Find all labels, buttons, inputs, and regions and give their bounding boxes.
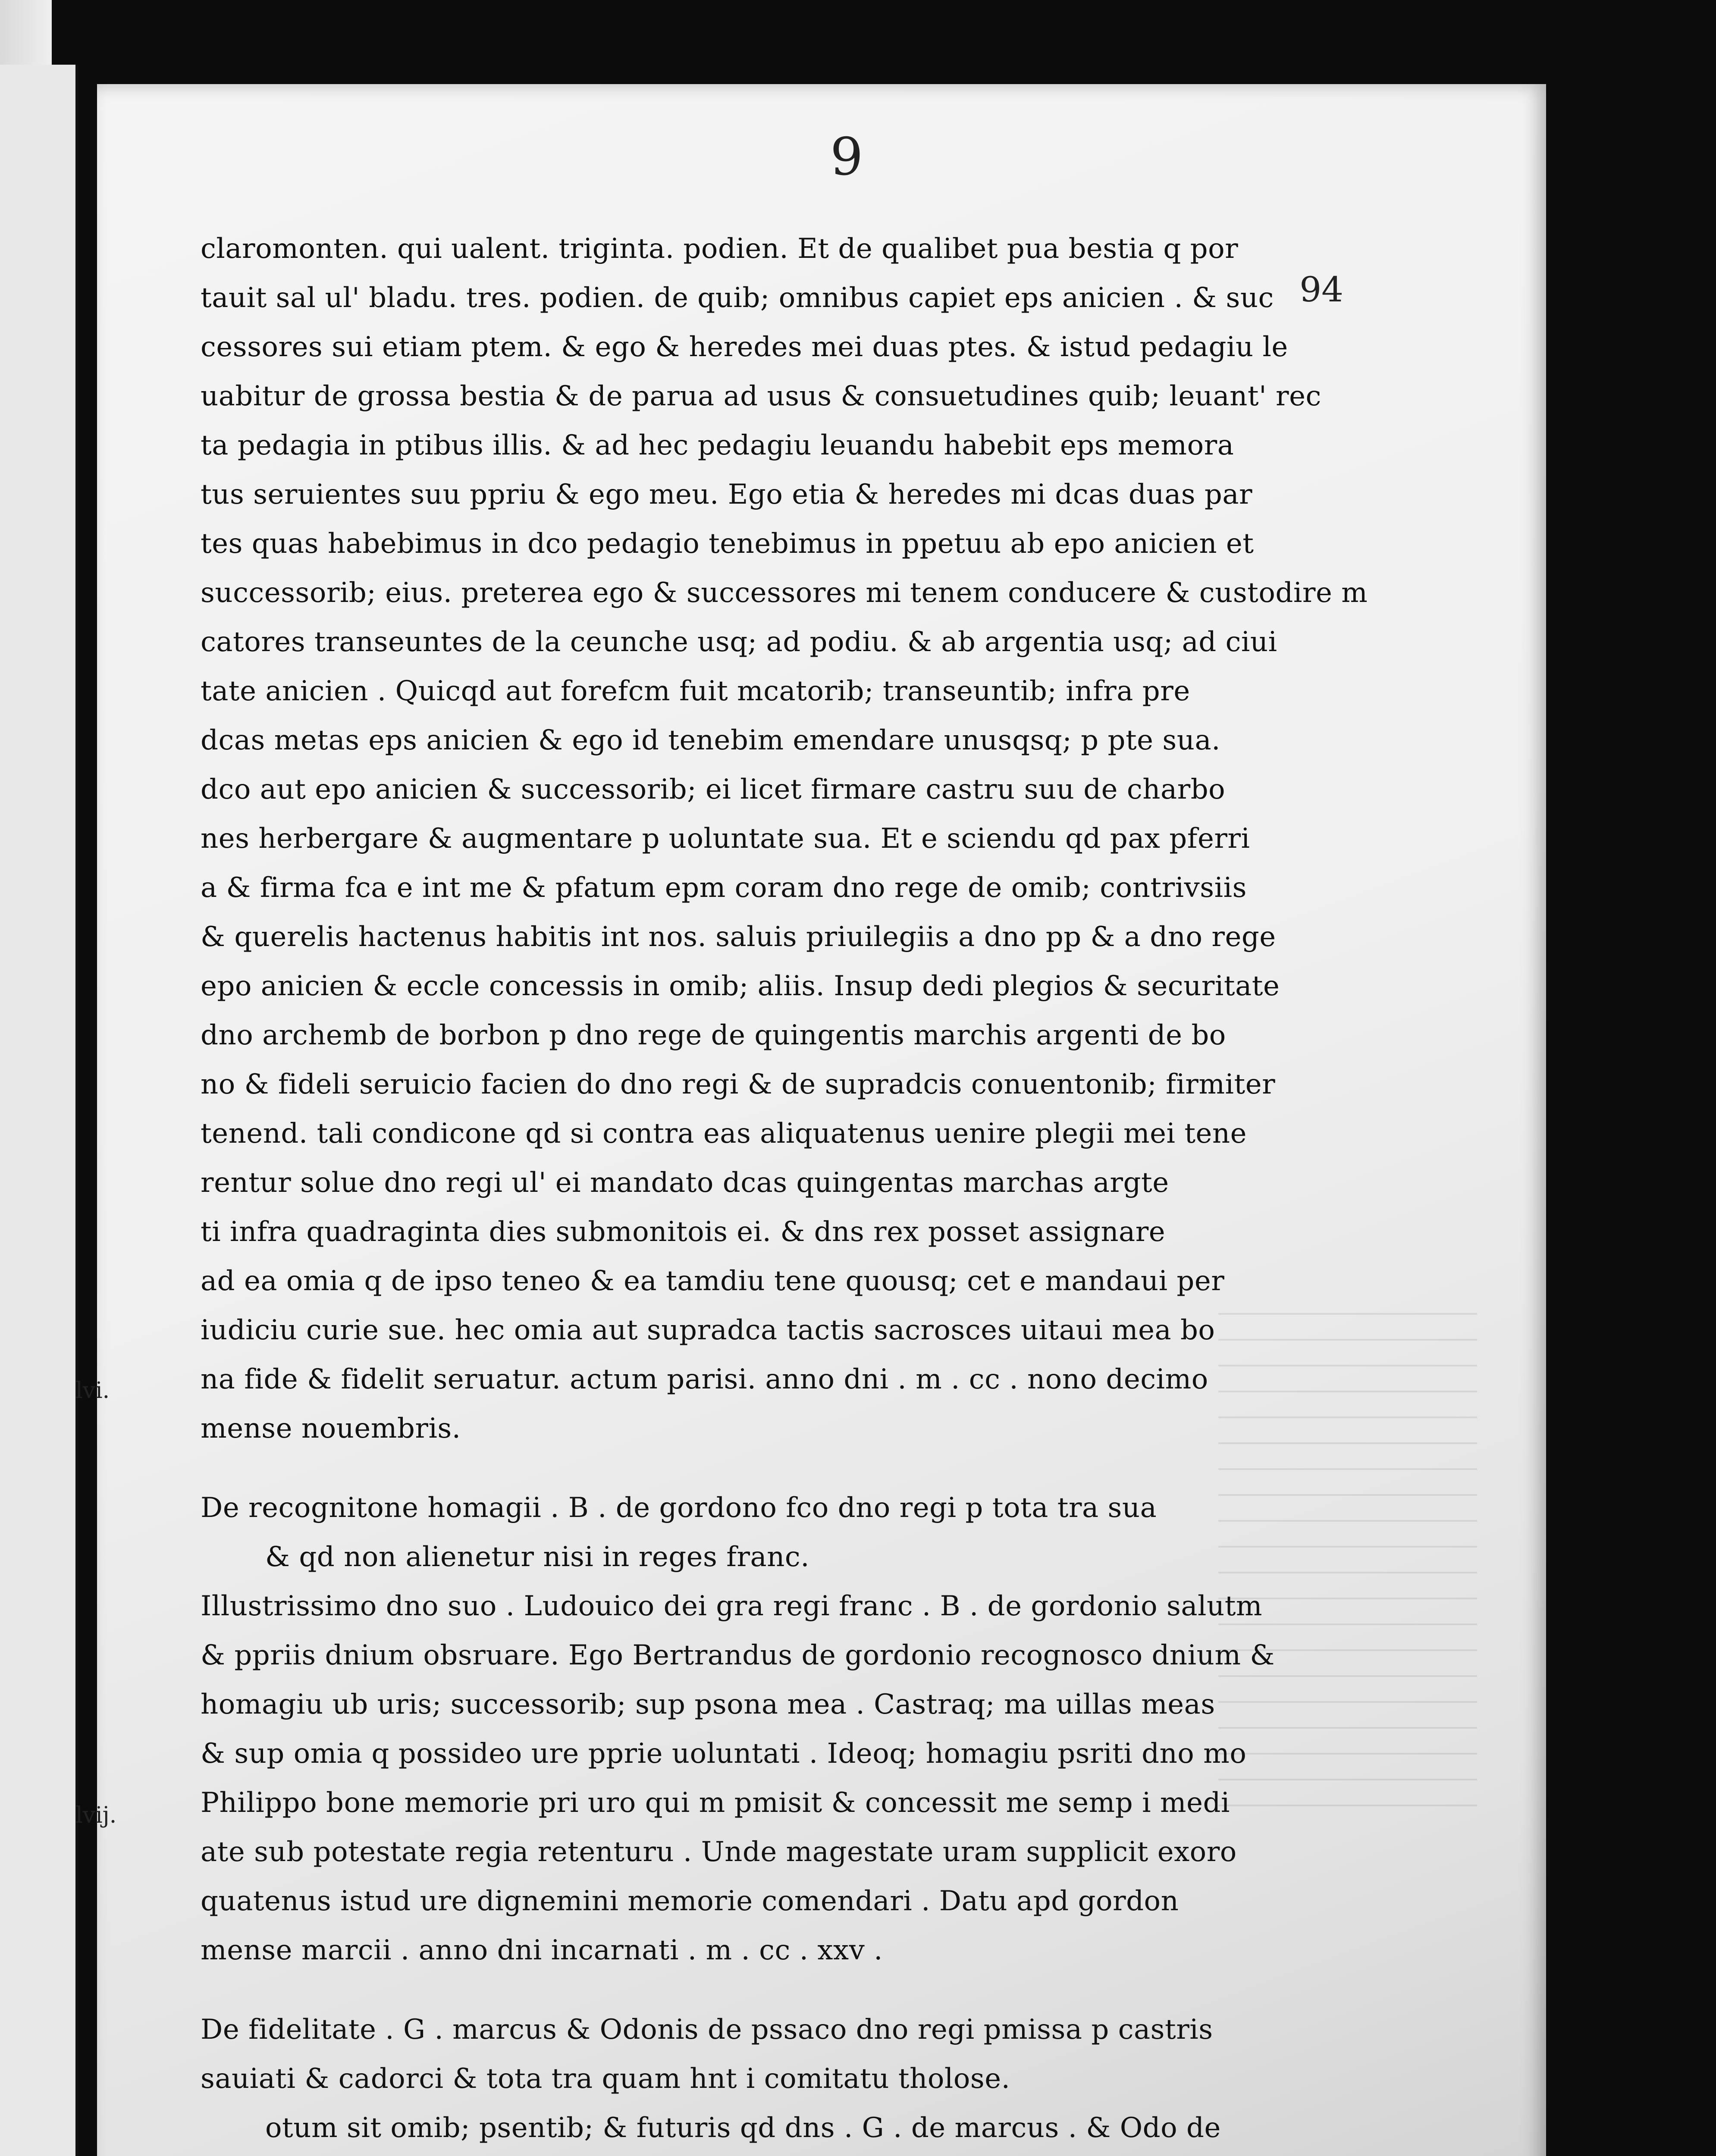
rubric-line: & qd non alienetur nisi in reges franc. [265, 1541, 810, 1573]
text-line: a & firma fca e int me & pfatum epm coram dno rege de omib; contrivsiis [201, 872, 1247, 904]
folio-number: 94 [1299, 270, 1343, 310]
text-line: claromonten. qui ualent. triginta. podien. Et de qualibet pua bestia q por [201, 233, 1239, 265]
text-line: ti infra quadraginta dies submonitois ei. & dns rex posset assignare [201, 1216, 1166, 1248]
text-line: epo anicien & eccle concessis in omib; aliis. Insup dedi plegios & securitate [201, 970, 1280, 1002]
text-line [201, 2153, 1214, 2156]
text-line: homagiu ub uris; successorib; sup psona mea . Castraq; ma uillas meas [201, 1689, 1215, 1720]
text-line: dco aut epo anicien & successorib; ei licet firmare castru suu de charbo [201, 774, 1226, 805]
rubric-line: De recognitone homagii . B . de gordono fco dno regi p tota tra sua [201, 1492, 1157, 1524]
rubric-line: sauiati & cadorci & tota tra quam hnt i comitatu tholose. [201, 2063, 1010, 2095]
text-line: & querelis hactenus habitis int nos. saluis priuilegiis a dno pp & a dno rege [201, 921, 1276, 953]
rubric-homage [201, 1483, 1214, 1582]
text-line: uabitur de grossa bestia & de parua ad usus & consuetudines quib; leuant' rec [201, 380, 1321, 412]
text-line: iudiciu curie sue. hec omia aut supradca tactis sacrosces uitaui mea bo [201, 1314, 1215, 1346]
text-line: tauit sal ul' bladu. tres. podien. de quib; omnibus capiet eps anicien . & suc [201, 282, 1274, 314]
text-line: no & fideli seruicio facien do dno regi & de supradcis conuentonib; firmiter [201, 1069, 1276, 1100]
text-line: successorib; eius. preterea ego & successores mi tenem conducere & custodire m [201, 577, 1368, 609]
rubric-fidelity [201, 2005, 1214, 2103]
text-line: quatenus istud ure dignemini memorie comendari . Datu apd gordon [201, 1885, 1179, 1917]
text-line: nes herbergare & augmentare p uoluntate sua. Et e sciendu qd pax pferri [201, 823, 1250, 855]
text-line: & ppriis dnium obsruare. Ego Bertrandus de gordonio recognosco dnium & [201, 1639, 1275, 1671]
rubric-line: De fidelitate . G . marcus & Odonis de pssaco dno regi pmissa p castris [201, 2014, 1213, 2046]
text-line: ta pedagia in ptibus illis. & ad hec pedagiu leuandu habebit eps memora [201, 429, 1234, 461]
margin-note: lvi. [75, 1378, 110, 1404]
text-line: dno archemb de borbon p dno rege de quingentis marchis argenti de bo [201, 1019, 1226, 1051]
text-line: tenend. tali condicone qd si contra eas aliquatenus uenire plegii mei tene [201, 1118, 1247, 1150]
text-line: Illustrissimo dno suo . Ludouico dei gra regi franc . B . de gordonio salutm [201, 1590, 1263, 1622]
margin-note: lvij. [75, 1802, 117, 1828]
text-line: tus seruientes suu ppriu & ego meu. Ego etia & heredes mi dcas duas par [201, 479, 1253, 511]
text-line: ate sub potestate regia retenturu . Unde magestate uram supplicit exoro [201, 1836, 1237, 1868]
text-line: & sup omia q possideo ure pprie uoluntati . Ideoq; homagiu psriti dno mo [201, 1738, 1247, 1770]
text-line: mense marcii . anno dni incarnati . m . cc . xxv . [201, 1934, 883, 1966]
folio-mark: 9 [830, 127, 863, 187]
text-line: tate anicien . Quicqd aut forefcm fuit mcatorib; transeuntib; infra pre [201, 675, 1190, 707]
text-line: Philippo bone memorie pri uro qui m pmisit & concessit me semp i medi [201, 1787, 1230, 1819]
text-line: catores transeuntes de la ceunche usq; ad podiu. & ab argentia usq; ad ciui [201, 626, 1277, 658]
text-line: rentur solue dno regi ul' ei mandato dcas quingentas marchas argte [201, 1167, 1169, 1199]
text-line: cessores sui etiam ptem. & ego & heredes mei duas ptes. & istud pedagiu le [201, 331, 1288, 363]
text-line: na fide & fidelit seruatur. actum parisi. anno dni . m . cc . nono decimo [201, 1363, 1208, 1395]
paragraph-homage-letter [201, 1582, 1275, 1975]
paragraph-fidelity-act [201, 2103, 1221, 2156]
text-line: tes quas habebimus in dco pedagio tenebimus in ppetuu ab epo anicien et [201, 528, 1254, 560]
text-line: ad ea omia q de ipso teneo & ea tamdiu tene quousq; cet e mandaui per [201, 1265, 1225, 1297]
facing-page [0, 65, 78, 2156]
text-line: dcas metas eps anicien & ego id tenebim emendare unusqsq; p pte sua. [201, 724, 1220, 756]
text-line: mense nouembris. [201, 1413, 461, 1445]
bleed-through-text [1218, 1313, 1477, 1830]
text-line: otum sit omib; psentib; & futuris qd dns . G . de marcus . & Odo de [265, 2112, 1221, 2144]
